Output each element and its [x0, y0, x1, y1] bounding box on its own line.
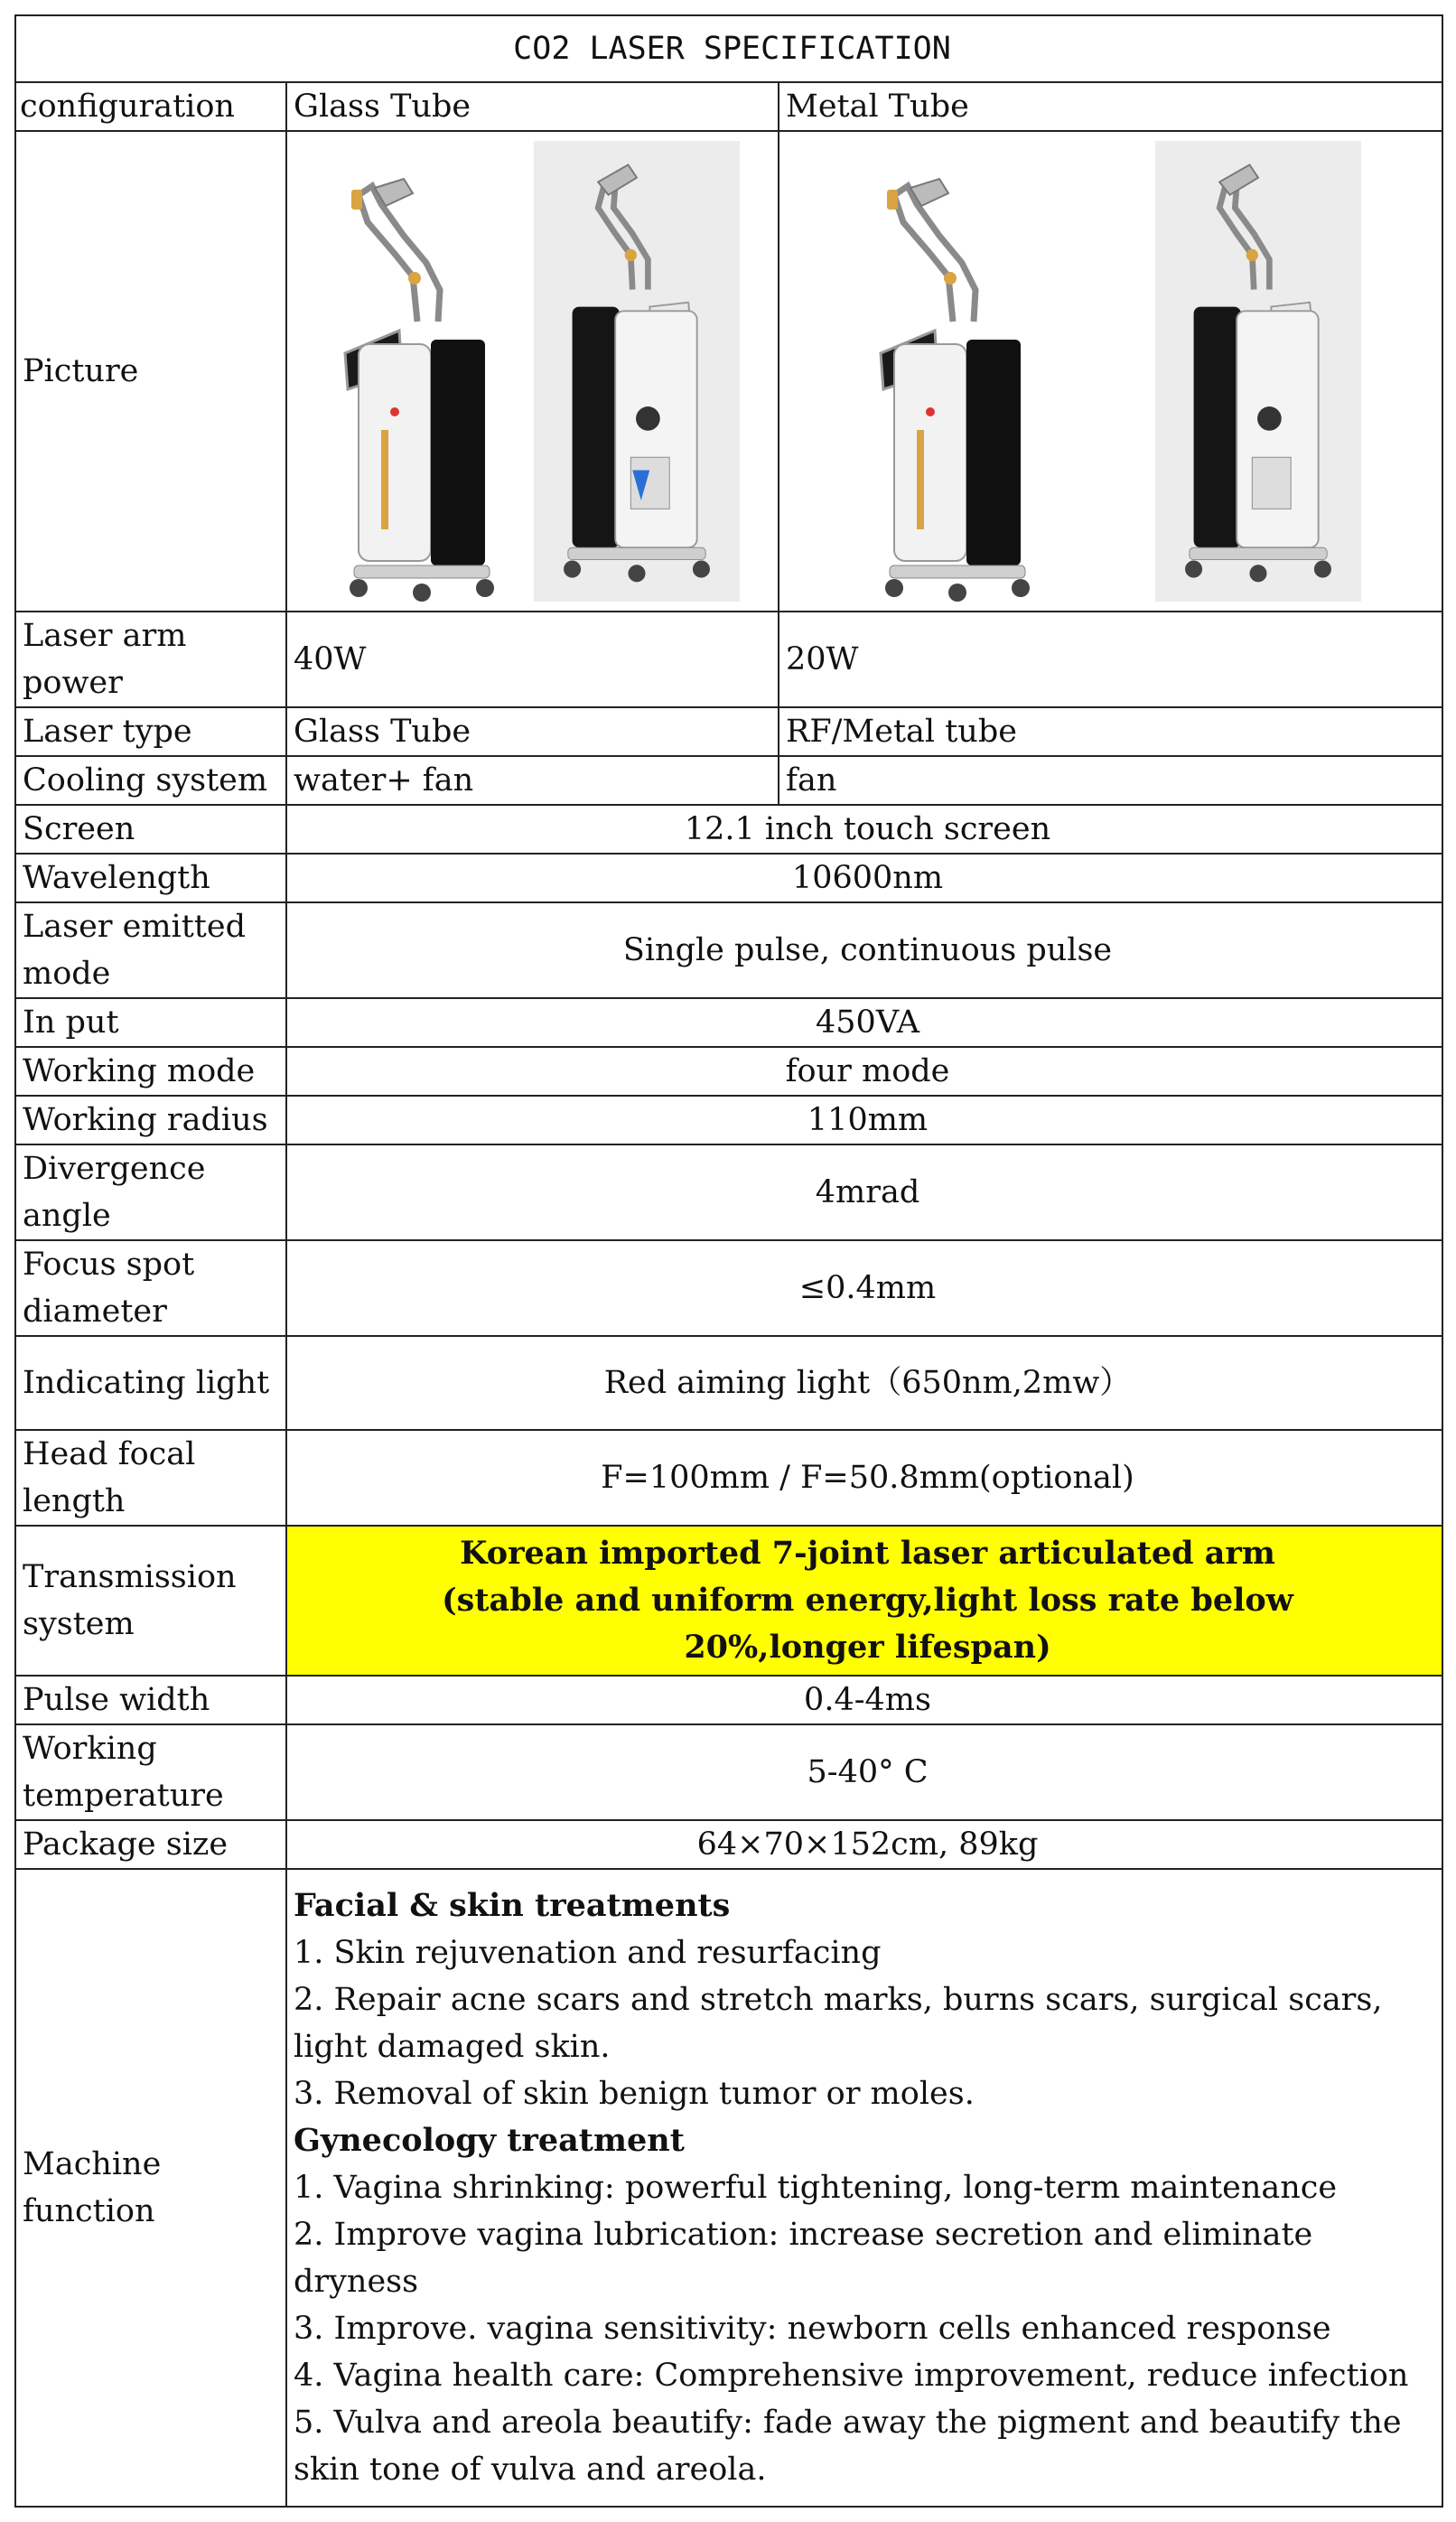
metal-tube-front-image: [867, 168, 1048, 602]
metal-tube-back-image: [1168, 150, 1349, 593]
config-label: configuration: [15, 82, 286, 131]
row-label: Indicating light: [15, 1336, 286, 1430]
picture-label: Picture: [15, 131, 286, 612]
glass-tube-front-image: [331, 168, 512, 602]
row-value: 10600nm: [286, 854, 1442, 902]
row-value: F=100mm / F=50.8mm(optional): [286, 1430, 1442, 1526]
row-metal-value: RF/Metal tube: [779, 707, 1442, 756]
transmission-line: 20%,longer lifespan): [684, 1629, 1051, 1666]
row-label: Cooling system: [15, 756, 286, 805]
gynecology-heading: Gynecology treatment: [294, 2122, 685, 2159]
row-glass-value: 40W: [286, 612, 779, 707]
row-value: Red aiming light（650nm,2mw）: [286, 1336, 1442, 1430]
facial-heading: Facial & skin treatments: [294, 1887, 731, 1924]
row-label: Working temperature: [15, 1724, 286, 1820]
row-label: In put: [15, 998, 286, 1047]
gynecology-item: 3. Improve. vagina sensitivity: newborn cells enhanced response: [294, 2311, 1331, 2347]
row-value: 4mrad: [286, 1144, 1442, 1240]
machine-function-label: Machine function: [15, 1869, 286, 2507]
config-glass: Glass Tube: [286, 82, 779, 131]
row-label: Divergence angle: [15, 1144, 286, 1240]
metal-tube-back-photo: [1155, 141, 1361, 602]
machine-function-content: [286, 1869, 1442, 2507]
picture-metal: [779, 131, 1442, 612]
row-label: Working radius: [15, 1096, 286, 1144]
facial-item: 2. Repair acne scars and stretch marks, burns scars, surgical scars, light damaged skin.: [294, 1982, 1383, 2065]
row-value: ≤0.4mm: [286, 1240, 1442, 1336]
transmission-line: (stable and uniform energy,light loss rate below: [442, 1582, 1293, 1619]
row-glass-value: water+ fan: [286, 756, 779, 805]
row-label: Screen: [15, 805, 286, 854]
gynecology-item: 5. Vulva and areola beautify: fade away the pigment and beautify the skin tone of vulva and areola.: [294, 2405, 1402, 2488]
row-value: Single pulse, continuous pulse: [286, 902, 1442, 998]
row-label: Head focal length: [15, 1430, 286, 1526]
row-glass-value: Glass Tube: [286, 707, 779, 756]
picture-glass: [286, 131, 779, 612]
row-label: Laser type: [15, 707, 286, 756]
row-value: 64×70×152cm, 89kg: [286, 1820, 1442, 1869]
row-label: Pulse width: [15, 1676, 286, 1724]
row-label: Package size: [15, 1820, 286, 1869]
row-metal-value: fan: [779, 756, 1442, 805]
row-label: Laser emitted mode: [15, 902, 286, 998]
spec-table: [14, 14, 1443, 2508]
row-label: Focus spot diameter: [15, 1240, 286, 1336]
gynecology-item: 4. Vagina health care: Comprehensive improvement, reduce infection: [294, 2358, 1409, 2394]
row-value: 0.4-4ms: [286, 1676, 1442, 1724]
row-value: 450VA: [286, 998, 1442, 1047]
row-value: 5-40° C: [286, 1724, 1442, 1820]
transmission-label: Transmission system: [15, 1526, 286, 1676]
row-metal-value: 20W: [779, 612, 1442, 707]
transmission-value: [286, 1526, 1442, 1676]
transmission-line: Korean imported 7-joint laser articulated arm: [460, 1535, 1275, 1572]
row-value: 12.1 inch touch screen: [286, 805, 1442, 854]
row-value: four mode: [286, 1047, 1442, 1096]
row-label: Wavelength: [15, 854, 286, 902]
row-value: 110mm: [286, 1096, 1442, 1144]
facial-item: 3. Removal of skin benign tumor or moles.: [294, 2076, 975, 2112]
gynecology-item: 2. Improve vagina lubrication: increase secretion and eliminate dryness: [294, 2217, 1313, 2300]
page-title: CO2 LASER SPECIFICATION: [15, 15, 1442, 82]
glass-tube-back-photo: [534, 141, 740, 602]
glass-tube-back-image: [546, 150, 727, 593]
row-label: Laser arm power: [15, 612, 286, 707]
row-label: Working mode: [15, 1047, 286, 1096]
facial-item: 1. Skin rejuvenation and resurfacing: [294, 1935, 882, 1971]
config-metal: Metal Tube: [779, 82, 1442, 131]
gynecology-item: 1. Vagina shrinking: powerful tightening, long-term maintenance: [294, 2170, 1338, 2206]
